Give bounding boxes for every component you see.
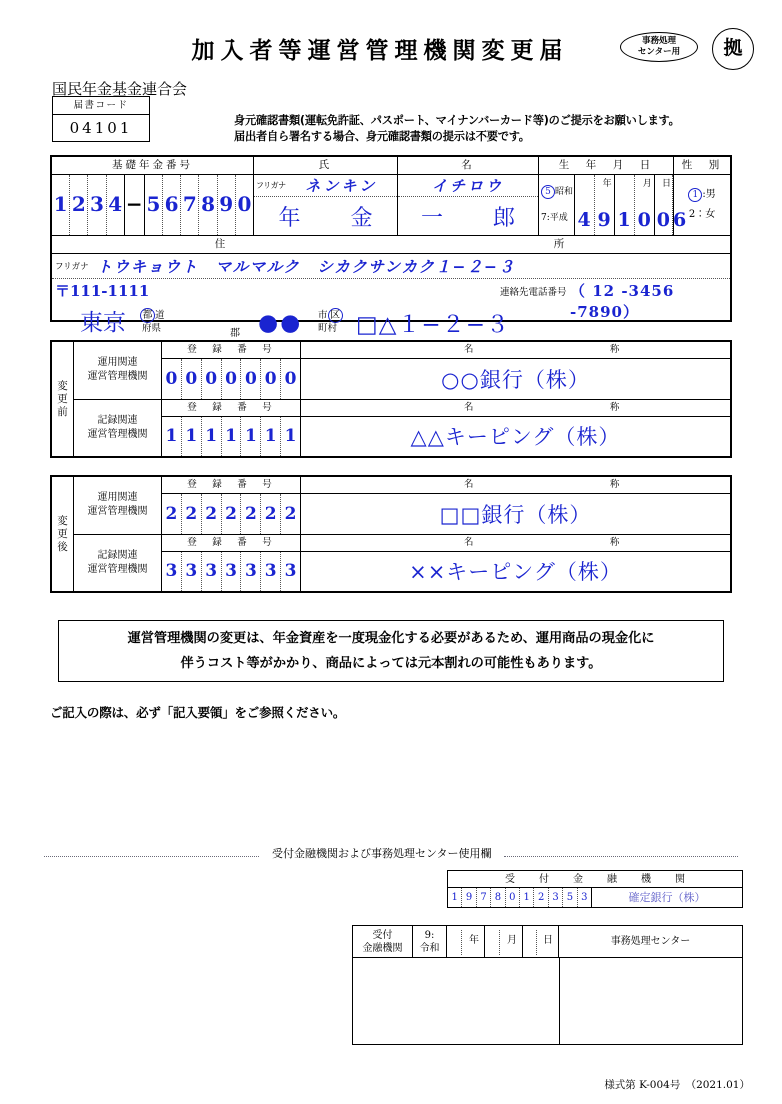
sex-female-label: 女	[705, 209, 716, 220]
given-name-furigana: イチロウ	[431, 177, 504, 195]
birth-date-field[interactable]: 5 昭和 7:平成 4 年 9 1 月 0 0 日 6	[539, 175, 674, 235]
reg-digit: 3	[222, 552, 242, 592]
col-day	[523, 926, 559, 957]
reg-digit: 1	[182, 417, 202, 457]
org-type-line1: 運用関連	[97, 492, 138, 504]
pension-digit: 4	[107, 175, 125, 235]
institution-name-value: □□銀行（株）	[439, 502, 592, 527]
change-before-char-2: 更	[57, 392, 68, 405]
reg-digit: 1	[241, 417, 261, 457]
reg-digit: 0	[202, 359, 222, 399]
name-header-right: 称	[609, 536, 620, 548]
reg-digit: 1	[222, 417, 242, 457]
address-header	[52, 235, 730, 254]
reg-digit: 2	[202, 494, 222, 534]
institution-name-value: ○○銀行（株）	[441, 367, 590, 392]
reg-digit: 3	[241, 552, 261, 592]
address-header-left: 住	[214, 238, 229, 250]
institution-name-header	[301, 477, 730, 494]
recv-digit: 1	[448, 888, 462, 907]
reg-digit: 2	[261, 494, 281, 534]
change-before-label	[52, 342, 74, 456]
reg-digit: 0	[284, 368, 297, 389]
org-type-record	[74, 400, 162, 457]
institution-name-field[interactable]	[301, 535, 730, 592]
recv-digit: 3	[581, 892, 588, 903]
era-showa-code: 5	[541, 185, 555, 199]
birth-day-digit-1: 0	[656, 209, 670, 231]
sex-female-code: 2	[688, 209, 696, 220]
given-name-field[interactable]	[398, 175, 539, 235]
postal-code: 〒111-1111	[55, 282, 150, 300]
header-family-name: 氏	[254, 157, 398, 174]
reg-digit: 1	[284, 426, 297, 447]
prefecture-suffix-group	[140, 308, 165, 335]
address-main-row[interactable]	[52, 302, 730, 344]
sex-male-label: 男	[705, 189, 716, 200]
city-suffix-cho: 町	[318, 323, 328, 334]
col-day-label: 日	[543, 935, 553, 946]
receiving-institution-name: 確定銀行（株）	[628, 891, 706, 904]
pension-digit: 8	[199, 175, 217, 235]
recv-digit: 9	[462, 888, 476, 907]
name-header-left: 名	[464, 401, 474, 413]
name-header-right: 称	[609, 344, 620, 355]
table-row	[74, 342, 730, 400]
col-month-label: 月	[507, 935, 517, 946]
address-street: □△１−２−３	[356, 312, 510, 338]
reg-digit: 0	[261, 359, 281, 399]
recv-digit: 1	[520, 888, 534, 907]
col-era-label: 令和	[419, 942, 440, 954]
reg-digit: 1	[202, 417, 222, 457]
era-showa	[539, 179, 574, 205]
organization-name: 国民年金基金連合会	[52, 80, 188, 98]
institution-name-value: △△キーピング（株）	[410, 425, 621, 450]
col-recv-line2: 金融機関	[362, 942, 403, 954]
pension-dash: −	[125, 175, 145, 235]
receiving-institution-table	[447, 870, 743, 908]
reg-digit: 3	[162, 552, 182, 592]
prefecture-suffix-fu: 府	[142, 323, 152, 334]
change-after-label	[52, 477, 74, 591]
sex-field[interactable]	[674, 175, 730, 235]
city-suffix-shi: 市	[318, 310, 328, 321]
change-after-char-1: 変	[57, 514, 68, 527]
notice-box	[58, 620, 724, 682]
sex-option-male[interactable]: 1 :男	[688, 185, 715, 205]
family-name-value: 年 金	[278, 205, 387, 231]
change-after-block	[50, 475, 732, 593]
family-name-furigana: ネンキン	[305, 177, 378, 195]
pension-number-digits	[52, 175, 253, 235]
col-era-reiwa	[413, 926, 447, 957]
birth-month-digit-1: 1	[617, 209, 631, 231]
registration-number-digits	[162, 417, 300, 457]
birth-month-digit	[635, 175, 655, 235]
org-type-line1: 運用関連	[97, 357, 138, 369]
col-year-label: 年	[469, 935, 479, 946]
furigana-label: フリガナ	[256, 181, 286, 190]
reg-digit: 3	[202, 552, 222, 592]
header-pension-number: 基礎年金番号	[52, 157, 254, 174]
recv-digit: 8	[491, 888, 505, 907]
reg-digit: 0	[182, 359, 202, 399]
address-gun-label: 郡	[230, 328, 240, 339]
recv-digit: 7	[477, 888, 491, 907]
org-type-line1: 記録関連	[97, 549, 138, 561]
city-suffix-ku: 区	[328, 308, 343, 323]
sex-option-female[interactable]: 2：女	[688, 209, 716, 220]
institution-name-header	[301, 400, 730, 417]
family-name-field[interactable]	[254, 175, 398, 235]
institution-name-field[interactable]	[301, 400, 730, 457]
notice-line2: 伴うコスト等がかかり、商品によっては元本割れの可能性もあります。	[180, 656, 602, 671]
receiving-institution-stamp-area[interactable]	[353, 958, 560, 1045]
col-recv-line1: 受付	[372, 929, 393, 941]
reg-digit: 0	[162, 359, 182, 399]
institution-name-field[interactable]	[301, 342, 730, 399]
prefecture-suffix-ken: 県	[151, 323, 162, 334]
prefecture-suffix-do: 道	[155, 310, 165, 321]
address-furigana-row[interactable]	[52, 254, 730, 279]
recv-digit: 0	[506, 888, 520, 907]
table-row	[74, 400, 730, 457]
birth-year-digit	[595, 175, 615, 235]
pension-digit: 7	[181, 175, 199, 235]
prefecture-suffix-to: 都	[140, 308, 155, 323]
form-code-box	[52, 96, 150, 142]
header-birth-date: 生 年 月 日	[539, 157, 674, 174]
divider-left	[44, 856, 259, 857]
registration-number-digits	[162, 552, 300, 592]
reg-digit: 3	[284, 561, 297, 582]
form-code-value: 04101	[69, 119, 133, 137]
notice-subtext: ご記入の際は、必ず「記入要領」をご参照ください。	[50, 705, 346, 720]
registration-number-digits	[162, 494, 300, 534]
institution-name-header	[301, 535, 730, 552]
header-given-name: 名	[398, 157, 539, 174]
col-processing-center: 事務処理センター	[610, 936, 691, 947]
reg-digit: 1	[162, 417, 182, 457]
pension-digit: 9	[218, 175, 236, 235]
office-section-label: 受付金融機関および事務処理センター使用欄	[272, 847, 492, 860]
pension-digit: 6	[163, 175, 181, 235]
stamp-center-line2: センター用	[637, 47, 681, 57]
stamp-kyo: 拠	[712, 28, 754, 70]
stamp-center-use	[620, 32, 698, 62]
reg-digit: 2	[162, 494, 182, 534]
org-type-line2: 運営管理機関	[87, 506, 148, 518]
reg-digit: 3	[182, 552, 202, 592]
institution-name-header	[301, 342, 730, 359]
pension-number-field[interactable]	[52, 175, 254, 235]
birth-month-unit: 月	[642, 179, 652, 189]
divider-right	[504, 856, 738, 857]
registration-number-header: 登 録 番 号	[162, 400, 300, 417]
org-type-operation	[74, 477, 162, 534]
org-type-line2: 運営管理機関	[87, 563, 148, 575]
col-era-code: 9:	[424, 929, 435, 941]
name-header-right: 称	[609, 401, 620, 413]
col-receiving-institution	[353, 926, 413, 957]
institution-name-value: ××キーピング（株）	[409, 560, 622, 585]
telephone-value: （ 12 -3456 -7890）	[570, 282, 675, 321]
city-suffix-son: 村	[327, 323, 338, 334]
birth-month-digit-2: 0	[637, 209, 651, 231]
era-showa-label: 昭和	[555, 187, 574, 197]
institution-name-field[interactable]	[301, 477, 730, 534]
birth-month-digit	[615, 175, 635, 235]
registration-number-header: 登 録 番 号	[162, 535, 300, 552]
org-type-operation	[74, 342, 162, 399]
pension-digit: 5	[145, 175, 163, 235]
page-title: 加入者等運営管理機関変更届	[191, 37, 569, 64]
address-city-mark: ●●	[258, 310, 303, 336]
registration-number-digits	[162, 359, 300, 399]
reg-digit: 1	[261, 417, 281, 457]
address-zip-row[interactable]	[52, 279, 730, 321]
era-heisei: 7:平成	[541, 213, 568, 223]
birth-year-digit-1: 4	[577, 209, 591, 231]
identity-note-line1: 身元確認書類(運転免許証、パスポート、マイナンバーカード等)のご提示をお願いします。	[234, 114, 680, 127]
table-row	[74, 477, 730, 535]
address-prefecture: 東京	[80, 310, 126, 336]
era-heisei-label: 平成	[549, 213, 568, 223]
recv-digit: 3	[549, 888, 563, 907]
change-after-char-3: 後	[57, 540, 68, 553]
receiving-institution-code[interactable]	[448, 888, 592, 907]
address-furigana-value: トウキョウト マルマルク シカクサンカク１−２−３	[96, 258, 516, 276]
col-year	[447, 926, 485, 957]
pension-digit: 0	[237, 192, 252, 216]
identity-note-line2: 届出者自ら署名する場合、身元確認書類の提示は不要です。	[234, 130, 530, 143]
sex-male-code: 1	[688, 188, 702, 202]
reg-digit: 2	[182, 494, 202, 534]
name-header-left: 名	[464, 344, 474, 355]
birth-year-unit: 年	[602, 179, 612, 189]
birth-year-digit-2: 9	[597, 209, 611, 231]
given-name-value: 一 郎	[420, 205, 529, 231]
name-header-left: 名	[464, 536, 474, 548]
processing-center-stamp-area[interactable]	[560, 958, 742, 1045]
birth-day-unit: 日	[662, 179, 672, 189]
personal-information-block	[50, 155, 732, 339]
change-after-char-2: 更	[57, 527, 68, 540]
reg-digit: 3	[261, 552, 281, 592]
telephone-label: 連絡先電話番号	[500, 287, 567, 298]
reg-digit: 2	[222, 494, 242, 534]
stamp-center-line1: 事務処理	[641, 36, 676, 46]
name-header-left: 名	[464, 479, 474, 490]
registration-number-field[interactable]	[162, 477, 301, 534]
processing-center-table	[352, 925, 743, 1045]
pension-digit: 3	[88, 175, 106, 235]
registration-number-field[interactable]	[162, 400, 301, 457]
name-header-right: 称	[609, 479, 620, 490]
form-footer: 様式第 K-004号 （2021.01）	[604, 1079, 750, 1091]
reg-digit: 2	[284, 503, 297, 524]
reg-digit: 0	[241, 359, 261, 399]
recv-digit: 2	[534, 888, 548, 907]
address-furigana-label: フリガナ	[55, 262, 89, 272]
pension-digit: 2	[70, 175, 88, 235]
receiving-institution-header: 受 付 金 融 機 関	[448, 871, 742, 888]
registration-number-header: 登 録 番 号	[162, 342, 300, 359]
registration-number-field[interactable]	[162, 342, 301, 399]
org-type-line1: 記録関連	[97, 414, 138, 426]
reg-digit: 2	[241, 494, 261, 534]
change-before-char-1: 変	[57, 379, 68, 392]
change-before-block	[50, 340, 732, 458]
city-suffix-group	[318, 308, 343, 335]
org-type-record	[74, 535, 162, 592]
era-heisei-code: 7	[541, 213, 547, 223]
table-row	[74, 535, 730, 592]
era-selector[interactable]	[539, 175, 575, 235]
reg-digit: 0	[222, 359, 242, 399]
col-month	[485, 926, 523, 957]
org-type-line2: 運営管理機関	[87, 428, 148, 440]
birth-year-digit	[575, 175, 595, 235]
form-code-label: 届書コード	[53, 97, 149, 115]
registration-number-field[interactable]	[162, 535, 301, 592]
header-sex: 性 別	[681, 159, 723, 171]
address-header-right: 所	[553, 238, 568, 250]
identity-verification-note	[234, 113, 680, 145]
pension-digit: 1	[52, 175, 70, 235]
notice-line1: 運営管理機関の変更は、年金資産を一度現金化する必要があるため、運用商品の現金化に	[127, 631, 655, 646]
org-type-line2: 運営管理機関	[87, 371, 148, 383]
change-before-char-3: 前	[57, 405, 68, 418]
recv-digit: 5	[563, 888, 577, 907]
registration-number-header: 登 録 番 号	[162, 477, 300, 494]
